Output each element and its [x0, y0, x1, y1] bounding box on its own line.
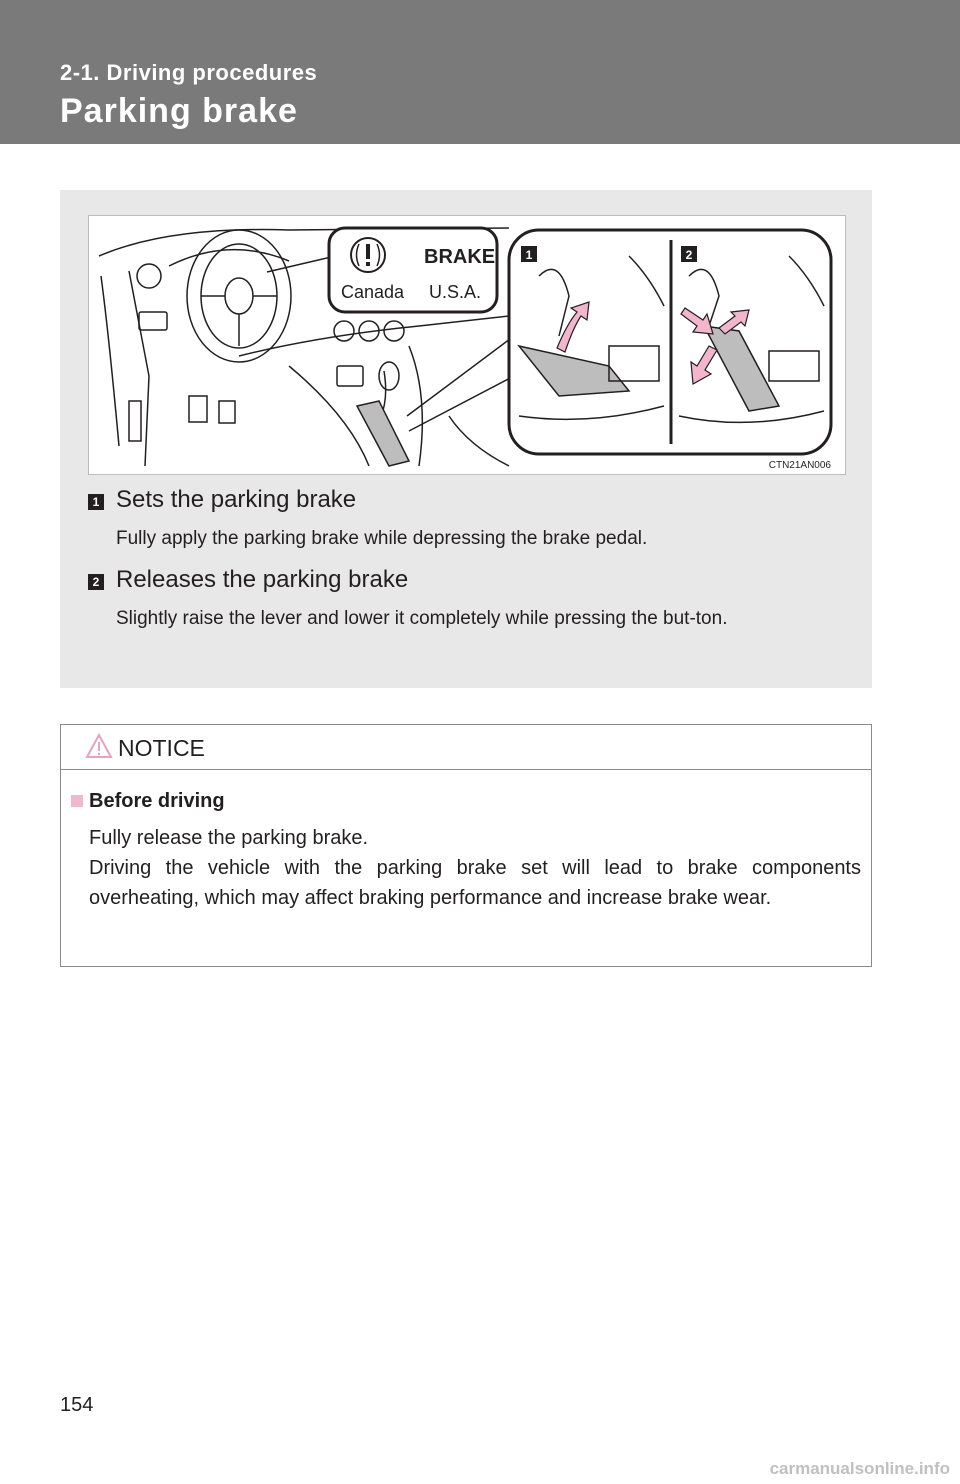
notice-line-2: Driving the vehicle with the parking brake set will lead to brake components overheating, which may affect braking performance and increase brake wear. [89, 857, 861, 909]
chapter-header [0, 0, 960, 144]
step-title: Sets the parking brake [116, 486, 357, 513]
step-set-brake [88, 486, 848, 556]
parking-brake-illustration [88, 215, 846, 475]
notice-line-1: Fully release the parking brake. [89, 827, 369, 849]
step-release-brake [88, 566, 848, 666]
dashboard-drawing [89, 216, 847, 476]
notice-title: NOTICE [118, 735, 205, 761]
page-title: Parking brake [60, 92, 298, 130]
step-marker-1: 1 [88, 494, 104, 510]
notice-header [61, 725, 871, 770]
figure-code: CTN21AN006 [768, 460, 831, 471]
notice-body [89, 823, 861, 913]
notice-subheading: Before driving [89, 790, 225, 812]
section-label: 2-1. Driving procedures [60, 60, 318, 85]
step-description: Slightly raise the lever and lower it completely while pressing the but-ton. [116, 608, 728, 629]
notice-box [60, 724, 872, 967]
region-canada-label: Canada [341, 282, 405, 302]
panel-two-marker: 2 [685, 248, 693, 262]
warning-triangle-icon [85, 733, 113, 759]
region-usa-label: U.S.A. [429, 282, 482, 302]
step-marker-2: 2 [88, 574, 104, 590]
square-bullet-icon [71, 795, 83, 807]
watermark: carmanualsonline.info [769, 1459, 950, 1478]
step-title: Releases the parking brake [116, 566, 409, 593]
step-description: Fully apply the parking brake while depressing the brake pedal. [116, 528, 648, 549]
page-number: 154 [60, 1394, 94, 1416]
panel-one-marker: 1 [525, 248, 533, 262]
brake-warning-word: BRAKE [424, 246, 496, 268]
